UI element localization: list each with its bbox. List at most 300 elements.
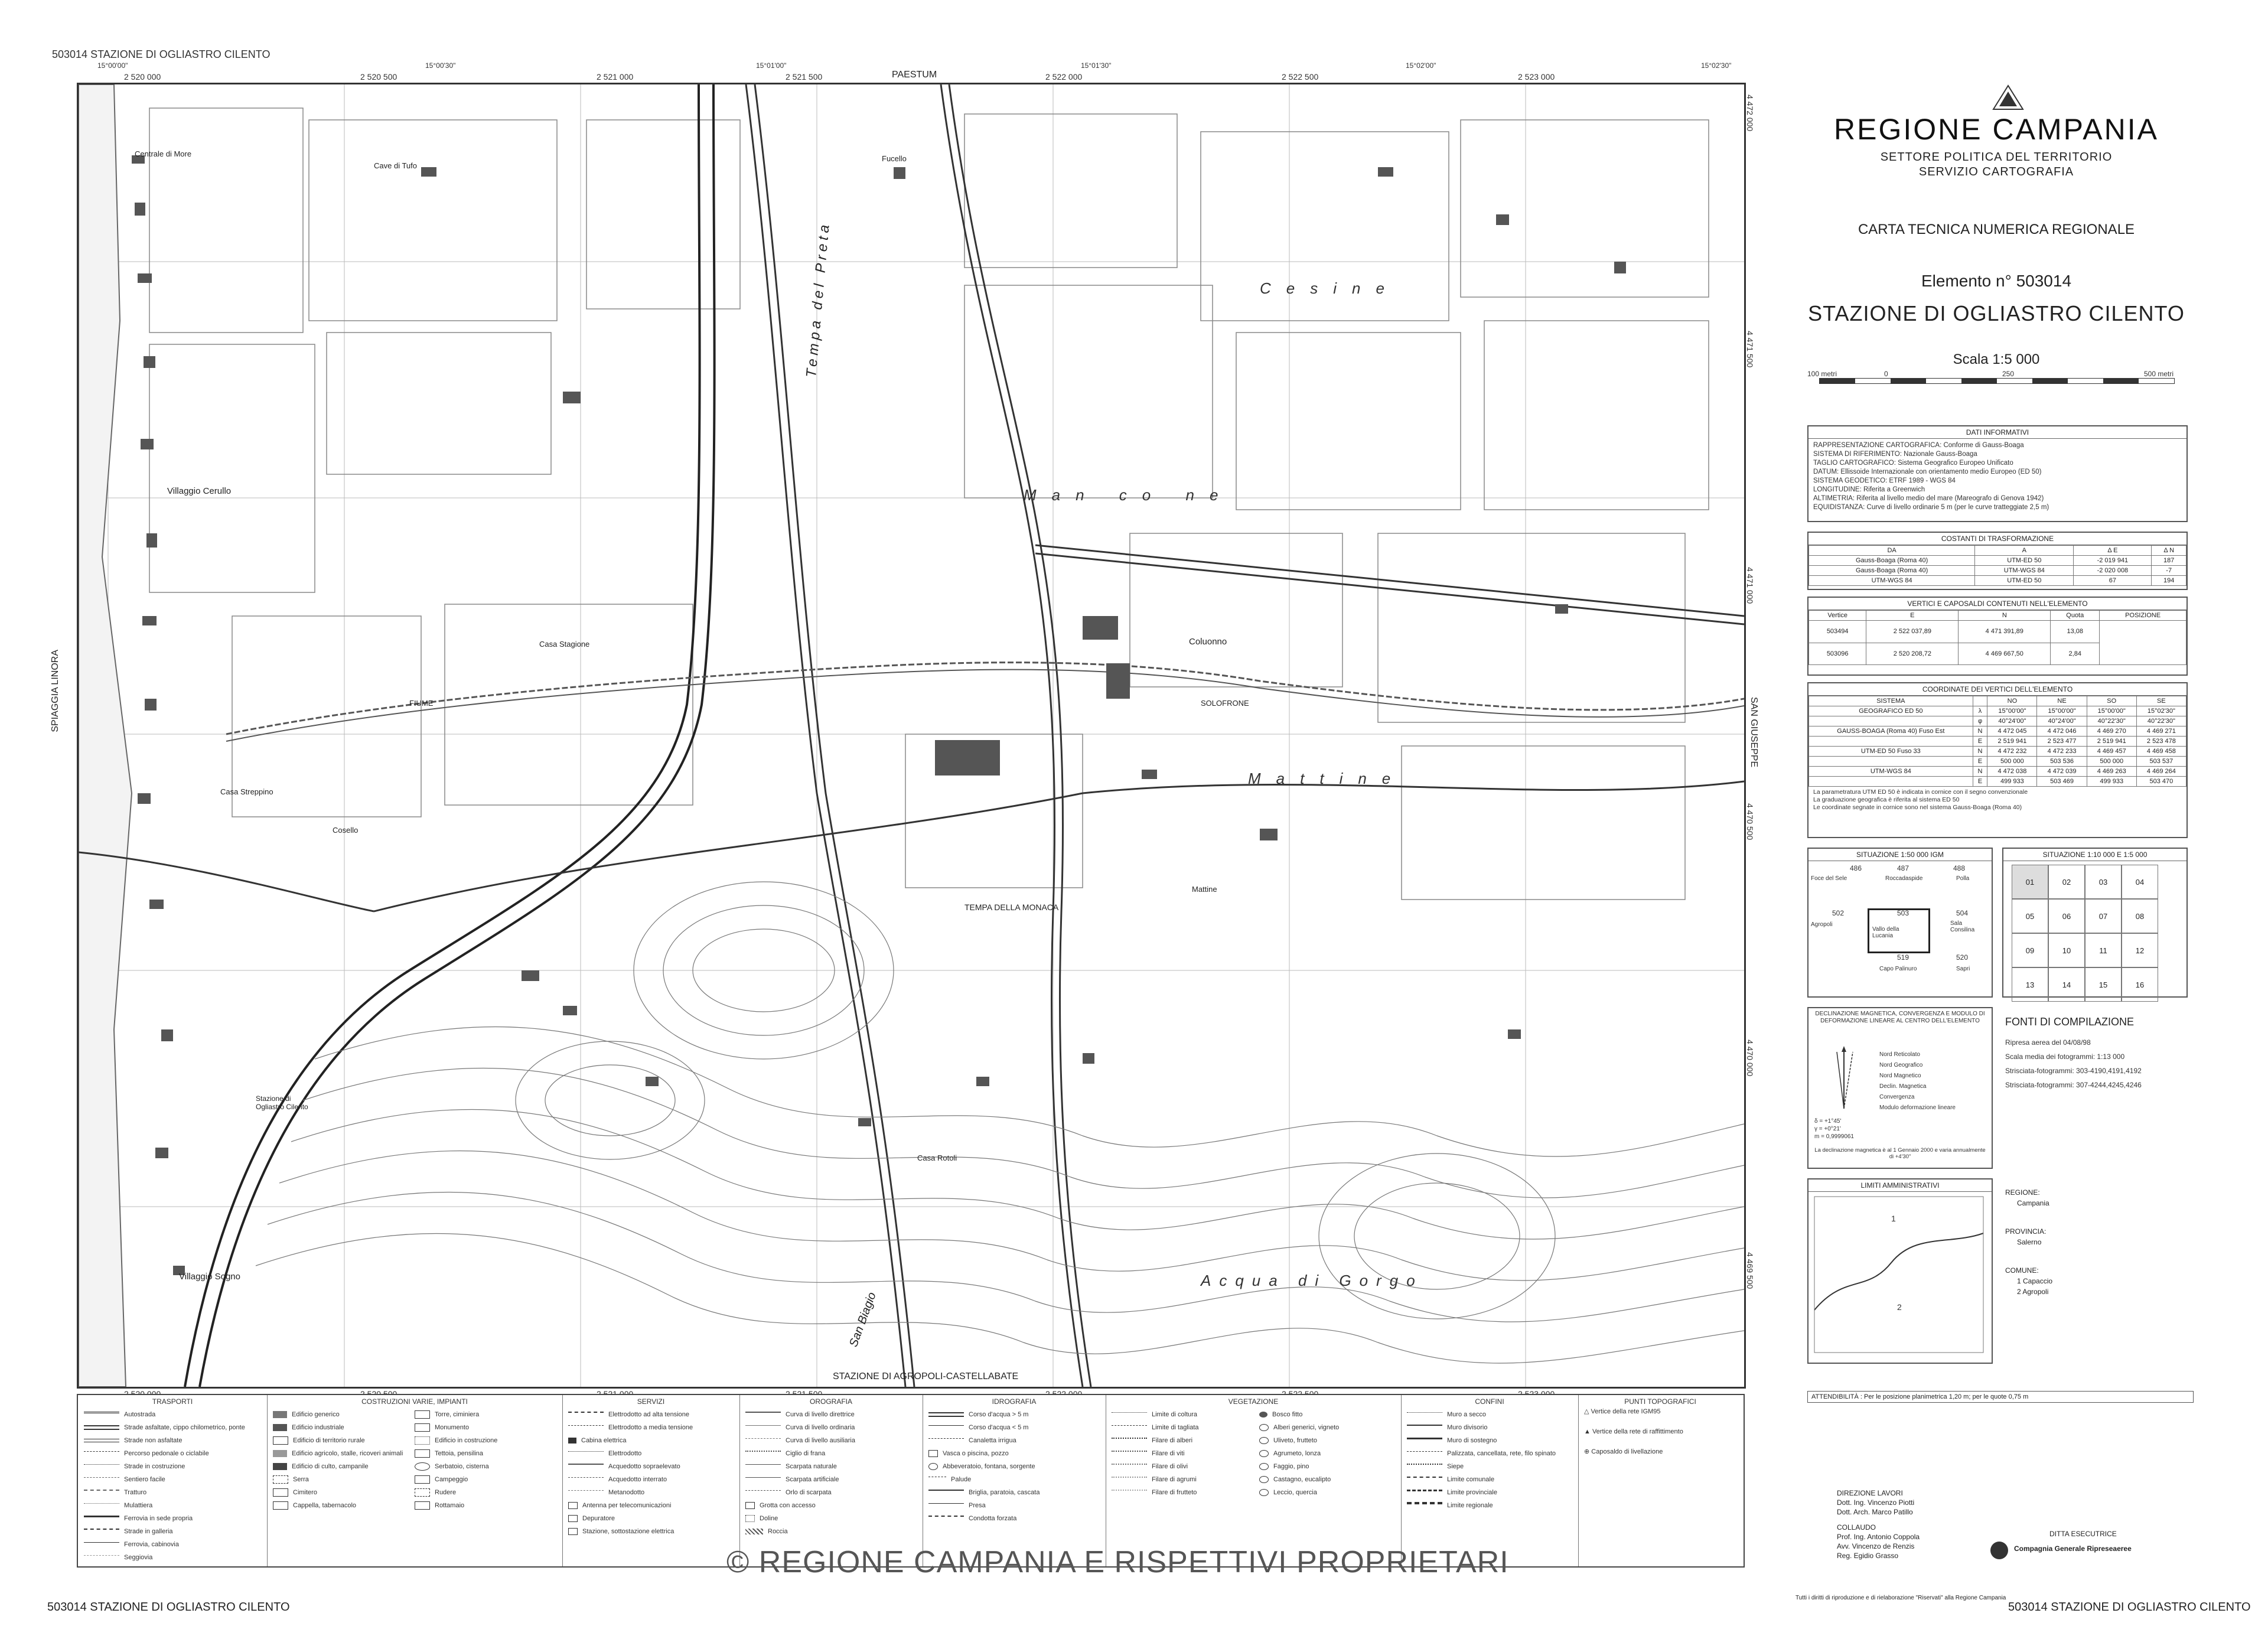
sit50-place: Sapri — [1956, 966, 1970, 972]
place-stazione: Stazione di Ogliastro Cilento — [256, 1094, 308, 1111]
place-centrale: Centrale di More — [135, 149, 192, 158]
place-coselio: Cosello — [333, 826, 359, 835]
legend-item: Serra — [293, 1476, 309, 1483]
cell: 4 472 232 — [1987, 747, 2037, 757]
dati-line: SISTEMA DI RIFERIMENTO: Nazionale Gauss-Boaga — [1813, 451, 1977, 458]
table-row — [1809, 757, 2186, 767]
dati-informativi-box — [1807, 425, 2188, 522]
col-head: A — [1975, 546, 2074, 556]
place-coluonno: Coluonno — [1189, 637, 1227, 647]
sit50-cell: 520 — [1956, 953, 1969, 962]
place-rotoli: Casa Rotoli — [917, 1154, 957, 1162]
col-head: N — [1959, 611, 2051, 621]
legend-confini — [1401, 1395, 1579, 1566]
legend-item: Roccia — [768, 1528, 788, 1535]
coastline — [79, 84, 132, 1387]
legend-item: Antenna per telecomunicazioni — [582, 1502, 672, 1509]
cell: 2 519 941 — [2087, 737, 2136, 747]
cell: N — [1973, 726, 1987, 737]
cell: 4 472 038 — [1987, 767, 2037, 777]
legend-item: Depuratore — [582, 1515, 615, 1522]
situazione-50000-box — [1807, 848, 1993, 998]
col-head: POSIZIONE — [2100, 611, 2186, 621]
station-title: STAZIONE DI OGLIASTRO CILENTO — [1808, 301, 2185, 325]
legend-item: Presa — [969, 1502, 986, 1509]
cell: -2 019 941 — [2074, 556, 2152, 566]
col-head: SO — [2087, 696, 2136, 706]
cell: 40°22'30" — [2087, 716, 2136, 726]
legend-item: Ferrovia, cabinovia — [124, 1541, 179, 1548]
cell: 4 469 263 — [2087, 767, 2136, 777]
place-cesine: Cesine — [1260, 279, 1400, 297]
direzione-name: Dott. Ing. Vincenzo Piotti — [1837, 1498, 1915, 1507]
sit50-place: Vallo della Lucania — [1872, 926, 1899, 939]
table-row — [1809, 777, 2186, 787]
legend-item: Grotta con accesso — [760, 1502, 816, 1509]
cell: 15°02'30" — [2136, 706, 2186, 716]
cell: 187 — [2152, 556, 2186, 566]
legend-item: Limite regionale — [1447, 1502, 1493, 1509]
legend-item: Elettrodotto ad alta tensione — [608, 1411, 689, 1418]
top-coord: 2 521 500 — [786, 72, 823, 82]
sit50-place: Sala Consilina — [1950, 920, 1975, 933]
region-title: REGIONE CAMPANIA — [1834, 113, 2159, 146]
sector-text: SETTORE POLITICA DEL TERRITORIO — [1880, 151, 2113, 164]
col-head: Δ N — [2152, 546, 2186, 556]
cell: E — [1973, 737, 1987, 747]
cell: -7 — [2152, 566, 2186, 576]
cell: 499 933 — [2087, 777, 2136, 787]
sit50-cell: 486 — [1850, 864, 1862, 872]
sit10-cell: 11 — [2085, 933, 2122, 967]
sit10-cell: 05 — [2012, 899, 2048, 933]
dati-title: DATI INFORMATIVI — [1808, 426, 2186, 439]
dati-line: SISTEMA GEODETICO: ETRF 1989 - WGS 84 — [1813, 477, 1956, 484]
decl-value: γ = +0°21' — [1814, 1126, 1841, 1132]
legend-heading: PUNTI TOPOGRAFICI — [1624, 1397, 1696, 1406]
place-sogno: Villaggio Sogno — [179, 1272, 240, 1282]
direzione-title: DIREZIONE LAVORI — [1837, 1489, 1903, 1497]
costanti-title: COSTANTI DI TRASFORMAZIONE — [1808, 533, 2186, 545]
svg-text:2: 2 — [1897, 1302, 1902, 1312]
col-head — [1973, 696, 1987, 706]
sit10-cell: 02 — [2048, 865, 2085, 899]
decl-value: δ = +1°45' — [1814, 1118, 1842, 1125]
legend-item: Condotta forzata — [969, 1515, 1017, 1522]
legend-item: Mulattiera — [124, 1502, 153, 1509]
legend-item: Edificio di culto, campanile — [292, 1463, 369, 1470]
sit10-cell: 07 — [2085, 899, 2122, 933]
element-number: Elemento n° 503014 — [1921, 272, 2072, 290]
side-panel — [1766, 83, 2227, 1400]
legend-item: Alberi generici, vigneto — [1273, 1424, 1340, 1431]
legend-item: Faggio, pino — [1273, 1463, 1309, 1470]
legend-item: Limite di tagliata — [1152, 1424, 1199, 1431]
cell: 503096 — [1809, 643, 1866, 665]
legend-item: Leccio, quercia — [1273, 1489, 1317, 1496]
collaudo-name: Avv. Vincenzo de Renzis — [1837, 1542, 1915, 1550]
legend-item: Vertice della rete IGM95 — [1591, 1408, 1661, 1415]
dati-line: EQUIDISTANZA: Curve di livello ordinarie 5 m (per le curve tratteggiate 2,5 m) — [1813, 504, 2049, 511]
benchmark-icon: ⊕ — [1584, 1448, 1592, 1455]
legend-item: Filare di agrumi — [1152, 1476, 1197, 1483]
top-coord: 2 522 000 — [1045, 72, 1083, 82]
legend-item: Strade non asfaltate — [124, 1437, 183, 1444]
vertici-table — [1808, 610, 2186, 665]
sit50-place: Roccadaspide — [1885, 875, 1923, 882]
col-head: NE — [2037, 696, 2087, 706]
fonti-line: Strisciata-fotogrammi: 307-4244,4245,4246 — [2005, 1081, 2142, 1089]
cell: 4 469 264 — [2136, 767, 2186, 777]
legend-item: Metanodotto — [608, 1489, 645, 1496]
legend-item: Corso d'acqua < 5 m — [969, 1424, 1029, 1431]
legend-item: Vasca o piscina, pozzo — [943, 1450, 1009, 1457]
provincia-value: Salerno — [2017, 1238, 2042, 1246]
sit10-cell: 08 — [2122, 899, 2158, 933]
sit50-cell: 504 — [1956, 909, 1969, 917]
railway — [185, 84, 715, 1387]
top-coord: 2 520 500 — [360, 72, 397, 82]
cell: 4 469 667,50 — [1959, 643, 2051, 665]
legend-item: Canaletta irrigua — [969, 1437, 1016, 1444]
place-tempa-preta: Tempa del Preta — [803, 220, 833, 379]
legend-item: Agrumeto, lonza — [1273, 1450, 1321, 1457]
comune-value: 1 Capaccio — [2017, 1277, 2053, 1285]
ditta-title: DITTA ESECUTRICE — [2049, 1530, 2117, 1538]
legend-item: Tettoia, pensilina — [435, 1450, 483, 1457]
roads — [79, 84, 1744, 1387]
limiti-diagram — [1808, 1192, 1989, 1357]
cell — [1809, 777, 1973, 787]
north-arrows-icon — [1820, 1044, 1868, 1115]
cell: N — [1973, 767, 1987, 777]
legend-item: Edificio di territorio rurale — [293, 1437, 365, 1444]
dati-line: RAPPRESENTAZIONE CARTOGRAFICA: Conforme di Gauss-Boaga — [1813, 442, 2024, 449]
legend-item: Curva di livello ausiliaria — [786, 1437, 855, 1444]
top-coord: 2 523 000 — [1518, 72, 1555, 82]
legend-heading: OROGRAFIA — [809, 1397, 852, 1406]
coord-title: COORDINATE DEI VERTICI DELL'ELEMENTO — [1808, 683, 2186, 696]
map-legend — [77, 1394, 1745, 1568]
right-coord: 4 470 500 — [1745, 803, 1755, 840]
table-row — [1809, 621, 2186, 643]
place-san-biagio: San Biagio — [847, 1291, 879, 1349]
col-head: NO — [1987, 696, 2037, 706]
decl-value: m = 0,9999061 — [1814, 1133, 1854, 1140]
sit10-cell: 15 — [2085, 967, 2122, 1002]
dati-line: LONGITUDINE: Riferita a Greenwich — [1813, 486, 1925, 493]
cell: 4 472 233 — [2037, 747, 2087, 757]
limiti-legend — [2005, 1187, 2052, 1297]
triangle-icon: ▲ — [1584, 1428, 1592, 1435]
table-row — [1809, 726, 2186, 737]
legend-item: Limite provinciale — [1447, 1489, 1497, 1496]
situazione-10000-box — [2002, 848, 2188, 998]
cell: 4 469 270 — [2087, 726, 2136, 737]
triangle-icon: △ — [1584, 1408, 1591, 1415]
table-row — [1809, 767, 2186, 777]
legend-item: Limite comunale — [1447, 1476, 1495, 1483]
table-row — [1809, 706, 2186, 716]
col-head: SISTEMA — [1809, 696, 1973, 706]
limiti-box — [1807, 1178, 1993, 1364]
coord-note: La graduazione geografica è riferita al sistema ED 50 — [1813, 796, 1960, 803]
sit10-title: SITUAZIONE 1:10 000 E 1:5 000 — [2003, 849, 2186, 861]
scale-tick: 100 metri — [1807, 370, 1837, 378]
legend-item: Edificio industriale — [292, 1424, 344, 1431]
legend-item: Filare di frutteto — [1152, 1489, 1197, 1496]
sit50-cell: 502 — [1832, 909, 1845, 917]
legend-item: Bosco fitto — [1272, 1411, 1303, 1418]
coord-note: La parametratura UTM ED 50 è indicata in cornice con il segno convenzionale — [1813, 788, 2028, 796]
sit10-cell: 01 — [2012, 865, 2048, 899]
legend-item: Autostrada — [124, 1411, 156, 1418]
costanti-box — [1807, 532, 2188, 590]
legend-item: Ferrovia in sede propria — [124, 1515, 193, 1522]
legend-item: Uliveto, frutteto — [1273, 1437, 1317, 1444]
collaudo-name: Prof. Ing. Antonio Coppola — [1837, 1533, 1920, 1541]
table-row — [1809, 556, 2186, 566]
legend-idrografia — [923, 1395, 1106, 1566]
table-row — [1809, 716, 2186, 726]
fonti-line: Strisciata-fotogrammi: 303-4190,4191,4192 — [2005, 1067, 2142, 1075]
fonti-title: FONTI DI COMPILAZIONE — [2005, 1016, 2135, 1028]
sit10-cell: 03 — [2085, 865, 2122, 899]
cell: GAUSS-BOAGA (Roma 40) Fuso Est — [1809, 726, 1973, 737]
top-coord: 2 520 000 — [124, 72, 161, 82]
legend-heading: TRASPORTI — [152, 1397, 193, 1406]
cell: Gauss-Boaga (Roma 40) — [1809, 556, 1975, 566]
right-coord: 4 469 500 — [1745, 1252, 1755, 1289]
scale-tick: 0 — [1884, 370, 1888, 378]
legend-trasporti — [78, 1395, 268, 1566]
cell: 503 470 — [2136, 777, 2186, 787]
legend-costruzioni — [267, 1395, 563, 1566]
cell: 503 536 — [2037, 757, 2087, 767]
cell — [1809, 737, 1973, 747]
legend-item: Strade in costruzione — [124, 1463, 185, 1470]
cell: -2 020 008 — [2074, 566, 2152, 576]
vertici-title: VERTICI E CAPOSALDI CONTENUTI NELL'ELEMENTO — [1808, 598, 2186, 610]
parcels — [149, 108, 1709, 900]
collaudo-name: Reg. Egidio Grasso — [1837, 1552, 1899, 1560]
legend-item: Abbeveratoio, fontana, sorgente — [943, 1463, 1035, 1470]
legend-item: Tratturo — [124, 1489, 147, 1496]
cell: λ — [1973, 706, 1987, 716]
cell: 2 523 478 — [2136, 737, 2186, 747]
right-coord: 4 471 000 — [1745, 567, 1755, 604]
ditta-logo-icon — [1990, 1542, 2008, 1559]
legend-item: Vertice della rete di raffittimento — [1592, 1428, 1683, 1435]
legend-item: Scarpata naturale — [786, 1463, 837, 1470]
cell: 499 933 — [1987, 777, 2037, 787]
cell: 4 469 458 — [2136, 747, 2186, 757]
place-streppino: Casa Streppino — [220, 787, 273, 796]
sit10-cell: 14 — [2048, 967, 2085, 1002]
cell: 2 522 037,89 — [1866, 621, 1959, 643]
rights-note: Tutti i diritti di riproduzione e di rielaborazione "Riservati" alla Regione Campania — [1795, 1595, 2006, 1601]
decl-item: Convergenza — [1879, 1094, 1915, 1100]
fonti-section — [2005, 1016, 2200, 1092]
cell: E — [1973, 757, 1987, 767]
cell: UTM-WGS 84 — [1975, 566, 2074, 576]
place-mancone: Man co ne — [1024, 486, 1234, 504]
place-solofrone: SOLOFRONE — [1201, 699, 1249, 708]
cell: UTM-ED 50 — [1975, 556, 2074, 566]
legend-item: Filare di olivi — [1152, 1463, 1188, 1470]
cell: 4 471 391,89 — [1959, 621, 2051, 643]
col-head: Quota — [2051, 611, 2100, 621]
place-monaca: TEMPA DELLA MONACA — [964, 902, 1059, 912]
legend-item: Torre, ciminiera — [435, 1411, 480, 1418]
dati-line: DATUM: Ellissoide Internazionale con orientamento medio Europeo (ED 50) — [1813, 468, 2042, 475]
provincia-label: PROVINCIA: — [2005, 1227, 2047, 1236]
scale-label: Scala 1:5 000 — [1953, 351, 2040, 367]
sheet-corner-label: 503014 STAZIONE DI OGLIASTRO CILENTO — [52, 48, 271, 60]
legend-item: Strade asfaltate, cippo chilometrico, ponte — [124, 1424, 245, 1431]
sit50-cell: 503 — [1897, 909, 1909, 917]
sit10-cell: 09 — [2012, 933, 2048, 967]
sit50-place: Capo Palinuro — [1879, 966, 1917, 972]
place-acqua-gorgo: Acqua di Gorgo — [1201, 1272, 1423, 1289]
cell: 503494 — [1809, 621, 1866, 643]
top-geo: 15°01'30" — [1081, 61, 1112, 70]
col-head: E — [1866, 611, 1959, 621]
copyright-notice: © REGIONE CAMPANIA E RISPETTIVI PROPRIETARI — [726, 1545, 1509, 1579]
legend-item: Elettrodotto a media tensione — [608, 1424, 693, 1431]
dati-line: ALTIMETRIA: Riferita al livello medio del mare (Mareografo di Genova 1942) — [1813, 495, 2044, 502]
legend-item: Elettrodotto — [608, 1450, 642, 1457]
place-cave: Cave di Tufo — [374, 161, 417, 170]
cell: 194 — [2152, 576, 2186, 586]
legend-item: Monumento — [435, 1424, 470, 1431]
cell: 4 472 039 — [2037, 767, 2087, 777]
legend-item: Curva di livello ordinaria — [786, 1424, 855, 1431]
sit10-cell: 10 — [2048, 933, 2085, 967]
legend-item: Percorso pedonale o ciclabile — [124, 1450, 209, 1457]
legend-heading: COSTRUZIONI VARIE, IMPIANTI — [361, 1397, 468, 1406]
sit10-cell: 12 — [2122, 933, 2158, 967]
cell: 40°24'00" — [1987, 716, 2037, 726]
decl-note: La declinazione magnetica è al 1 Gennaio 2000 e varia annualmente di +4'30" — [1814, 1147, 1986, 1160]
legend-item: Seggiovia — [124, 1554, 153, 1561]
cell: 2 523 477 — [2037, 737, 2087, 747]
regione-value: Campania — [2017, 1199, 2049, 1207]
cell: 500 000 — [2087, 757, 2136, 767]
cell: UTM-WGS 84 — [1809, 576, 1975, 586]
top-geo: 15°00'30" — [425, 61, 456, 70]
topographic-map — [79, 84, 1744, 1387]
place-mattine-big: Mattine — [1248, 770, 1406, 787]
legend-servizi — [562, 1395, 740, 1566]
coordinate-vertici-box — [1807, 682, 2188, 838]
buildings — [132, 155, 1626, 1275]
legend-item: Siepe — [1447, 1463, 1464, 1470]
service-text: SERVIZIO CARTOGRAFIA — [1918, 165, 2074, 178]
legend-item: Filare di alberi — [1152, 1437, 1193, 1444]
cell: E — [1973, 777, 1987, 787]
sheet-bottom-right-label: 503014 STAZIONE DI OGLIASTRO CILENTO — [2008, 1601, 2251, 1614]
cell: Gauss-Boaga (Roma 40) — [1809, 566, 1975, 576]
vertici-box — [1807, 597, 2188, 676]
legend-orografia — [739, 1395, 923, 1566]
cell: N — [1973, 747, 1987, 757]
scale-bar — [1819, 378, 2175, 384]
right-coord: 4 470 000 — [1745, 1040, 1755, 1077]
cell: 2 519 941 — [1987, 737, 2037, 747]
cell — [1809, 757, 1973, 767]
sit50-cell: 488 — [1953, 864, 1966, 872]
sit10-cell: 16 — [2122, 967, 2158, 1002]
ctnr-title: CARTA TECNICA NUMERICA REGIONALE — [1858, 221, 2135, 237]
legend-item: Caposaldo di livellazione — [1591, 1448, 1663, 1455]
right-coord: 4 472 000 — [1745, 95, 1755, 132]
scale-tick: 500 metri — [2144, 370, 2174, 378]
contour-lines — [256, 882, 1744, 1363]
dati-line: TAGLIO CARTOGRAFICO: Sistema Geografico Europeo Unificato — [1813, 460, 2013, 467]
legend-vegetazione — [1106, 1395, 1402, 1566]
regione-logo-icon — [1990, 83, 2026, 112]
cell: 4 472 046 — [2037, 726, 2087, 737]
legend-item: Edificio generico — [292, 1411, 340, 1418]
place-fiume: FIUME — [409, 699, 434, 708]
top-geo: 15°02'30" — [1701, 61, 1732, 70]
sit10-cell: 04 — [2122, 865, 2158, 899]
decl-item: Nord Geografico — [1879, 1062, 1923, 1068]
legend-item: Cappella, tabernacolo — [293, 1502, 357, 1509]
svg-text:1: 1 — [1891, 1214, 1896, 1223]
cell: 503 469 — [2037, 777, 2087, 787]
col-head: Vertice — [1809, 611, 1866, 621]
legend-heading: SERVIZI — [637, 1397, 665, 1406]
legend-item: Rottamaio — [435, 1502, 465, 1509]
cell: UTM-ED 50 — [1975, 576, 2074, 586]
legend-item: Palizzata, cancellata, rete, filo spinato — [1447, 1450, 1556, 1457]
place-stagione: Casa Stagione — [539, 640, 590, 649]
map-bottom-label: STAZIONE DI AGROPOLI-CASTELLABATE — [833, 1371, 1019, 1381]
legend-item: Muro di sostegno — [1447, 1437, 1497, 1444]
legend-item: Stazione, sottostazione elettrica — [582, 1528, 674, 1535]
place-cerullo: Villaggio Cerullo — [167, 486, 232, 496]
decl-item: Declin. Magnetica — [1879, 1083, 1927, 1090]
direzione-name: Dott. Arch. Marco Patillo — [1837, 1508, 1913, 1516]
sit50-place: Foce del Sele — [1811, 875, 1847, 882]
legend-item: Sentiero facile — [124, 1476, 165, 1483]
cell: 13,08 — [2051, 621, 2100, 643]
sit10-cell: 13 — [2012, 967, 2048, 1002]
cell: 4 469 271 — [2136, 726, 2186, 737]
decl-item: Nord Magnetico — [1879, 1073, 1921, 1079]
legend-item: Doline — [760, 1515, 778, 1522]
cell: 500 000 — [1987, 757, 2037, 767]
river-bank — [226, 670, 1744, 741]
legend-item: Muro divisorio — [1447, 1424, 1488, 1431]
sheet-bottom-left-label: 503014 STAZIONE DI OGLIASTRO CILENTO — [47, 1601, 290, 1614]
map-frame[interactable] — [77, 83, 1746, 1389]
limiti-title: LIMITI AMMINISTRATIVI — [1808, 1179, 1992, 1192]
sit50-cell: 487 — [1897, 864, 1909, 872]
legend-item: Ciglio di frana — [786, 1450, 826, 1457]
legend-item: Castagno, eucalipto — [1273, 1476, 1331, 1483]
legend-item: Rudere — [435, 1489, 457, 1496]
cell: 4 472 045 — [1987, 726, 2037, 737]
legend-item: Edificio agricolo, stalle, ricoveri animali — [292, 1450, 403, 1457]
col-head: SE — [2136, 696, 2186, 706]
fonti-line: Ripresa aerea del 04/08/98 — [2005, 1038, 2091, 1047]
decl-item: Nord Reticolato — [1879, 1051, 1920, 1058]
coord-note: Le coordinate segnate in cornice sono nel sistema Gauss-Boaga (Roma 40) — [1813, 804, 2022, 811]
place-mattine: Mattine — [1192, 885, 1217, 894]
